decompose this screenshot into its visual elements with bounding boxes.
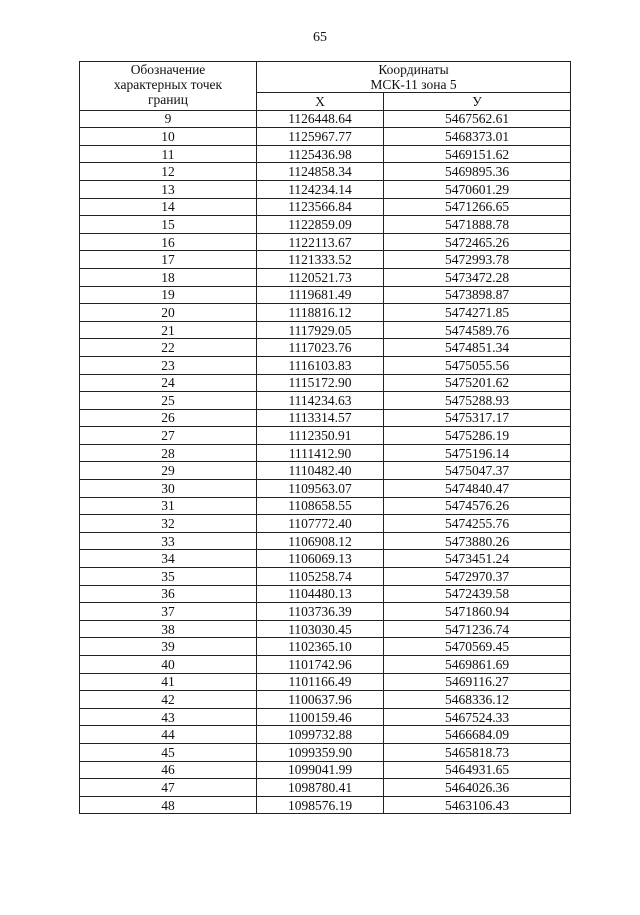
- coordinates-table: [79, 61, 571, 814]
- point-id-cell: 27: [80, 427, 257, 445]
- y-coordinate-cell: 5470601.29: [384, 180, 571, 198]
- table-row: [80, 163, 571, 181]
- x-coordinate-cell: 1112350.91: [257, 427, 384, 445]
- point-id-cell: 21: [80, 321, 257, 339]
- table-row: [80, 673, 571, 691]
- x-coordinate-cell: 1101742.96: [257, 656, 384, 674]
- point-id-cell: 44: [80, 726, 257, 744]
- table-row: [80, 761, 571, 779]
- point-id-cell: 34: [80, 550, 257, 568]
- y-coordinate-cell: 5468336.12: [384, 691, 571, 709]
- y-coordinate-cell: 5474589.76: [384, 321, 571, 339]
- x-coordinate-cell: 1108658.55: [257, 497, 384, 515]
- y-coordinate-cell: 5474840.47: [384, 480, 571, 498]
- y-coordinate-cell: 5472970.37: [384, 568, 571, 586]
- table-row: [80, 339, 571, 357]
- table-row: [80, 656, 571, 674]
- table-row: [80, 180, 571, 198]
- point-id-cell: 47: [80, 779, 257, 797]
- point-id-cell: 31: [80, 497, 257, 515]
- table-row: [80, 796, 571, 814]
- y-coordinate-cell: 5471860.94: [384, 603, 571, 621]
- y-coordinate-cell: 5474271.85: [384, 304, 571, 322]
- x-coordinate-cell: 1111412.90: [257, 444, 384, 462]
- table-row: [80, 550, 571, 568]
- x-coordinate-cell: 1117023.76: [257, 339, 384, 357]
- x-coordinate-cell: 1102365.10: [257, 638, 384, 656]
- x-coordinate-cell: 1099041.99: [257, 761, 384, 779]
- x-coordinate-cell: 1106069.13: [257, 550, 384, 568]
- y-coordinate-cell: 5463106.43: [384, 796, 571, 814]
- table-row: [80, 198, 571, 216]
- point-id-cell: 11: [80, 145, 257, 163]
- x-coordinate-cell: 1126448.64: [257, 110, 384, 128]
- y-coordinate-cell: 5469861.69: [384, 656, 571, 674]
- point-id-cell: 43: [80, 708, 257, 726]
- y-column-header: У: [384, 93, 571, 111]
- y-coordinate-cell: 5471236.74: [384, 620, 571, 638]
- x-coordinate-cell: 1114234.63: [257, 392, 384, 410]
- x-coordinate-cell: 1105258.74: [257, 568, 384, 586]
- point-id-cell: 16: [80, 233, 257, 251]
- table-row: [80, 251, 571, 269]
- x-coordinate-cell: 1118816.12: [257, 304, 384, 322]
- x-coordinate-cell: 1100637.96: [257, 691, 384, 709]
- x-coordinate-cell: 1100159.46: [257, 708, 384, 726]
- x-coordinate-cell: 1098780.41: [257, 779, 384, 797]
- table-row: [80, 462, 571, 480]
- table-row: [80, 620, 571, 638]
- point-id-cell: 36: [80, 585, 257, 603]
- point-id-cell: 19: [80, 286, 257, 304]
- table-row: [80, 708, 571, 726]
- table-row: [80, 585, 571, 603]
- point-id-cell: 15: [80, 216, 257, 234]
- x-coordinate-cell: 1115172.90: [257, 374, 384, 392]
- point-id-header-line: границ: [148, 92, 188, 107]
- x-coordinate-cell: 1103736.39: [257, 603, 384, 621]
- x-coordinate-cell: 1098576.19: [257, 796, 384, 814]
- y-coordinate-cell: 5464026.36: [384, 779, 571, 797]
- point-id-header-line: Обозначение: [130, 62, 206, 77]
- y-coordinate-cell: 5472439.58: [384, 585, 571, 603]
- coordinates-header-line: Координаты: [378, 62, 449, 77]
- y-coordinate-cell: 5472465.26: [384, 233, 571, 251]
- point-id-cell: 26: [80, 409, 257, 427]
- point-id-cell: 12: [80, 163, 257, 181]
- coordinates-header-line: МСК-11 зона 5: [370, 77, 457, 92]
- y-coordinate-cell: 5475317.17: [384, 409, 571, 427]
- x-coordinate-cell: 1113314.57: [257, 409, 384, 427]
- point-id-cell: 9: [80, 110, 257, 128]
- table-row: [80, 392, 571, 410]
- point-id-cell: 45: [80, 743, 257, 761]
- point-id-cell: 48: [80, 796, 257, 814]
- y-coordinate-cell: 5469895.36: [384, 163, 571, 181]
- point-id-cell: 29: [80, 462, 257, 480]
- point-id-cell: 42: [80, 691, 257, 709]
- table-row: [80, 128, 571, 146]
- point-id-cell: 33: [80, 532, 257, 550]
- point-id-cell: 14: [80, 198, 257, 216]
- x-coordinate-cell: 1125436.98: [257, 145, 384, 163]
- y-coordinate-cell: 5473880.26: [384, 532, 571, 550]
- y-coordinate-cell: 5467562.61: [384, 110, 571, 128]
- table-row: [80, 779, 571, 797]
- point-id-cell: 23: [80, 356, 257, 374]
- table-row: [80, 568, 571, 586]
- page-number: 65: [313, 30, 327, 45]
- table-row: [80, 268, 571, 286]
- y-coordinate-cell: 5475047.37: [384, 462, 571, 480]
- table-row: [80, 638, 571, 656]
- y-coordinate-cell: 5474851.34: [384, 339, 571, 357]
- x-coordinate-cell: 1117929.05: [257, 321, 384, 339]
- table-row: [80, 497, 571, 515]
- table-row: [80, 515, 571, 533]
- y-coordinate-cell: 5475288.93: [384, 392, 571, 410]
- x-coordinate-cell: 1119681.49: [257, 286, 384, 304]
- table-row: [80, 216, 571, 234]
- x-column-header: Х: [257, 93, 384, 111]
- x-coordinate-cell: 1099732.88: [257, 726, 384, 744]
- table-row: [80, 427, 571, 445]
- point-id-cell: 10: [80, 128, 257, 146]
- y-coordinate-cell: 5475286.19: [384, 427, 571, 445]
- y-coordinate-cell: 5474576.26: [384, 497, 571, 515]
- x-coordinate-cell: 1099359.90: [257, 743, 384, 761]
- table-row: [80, 145, 571, 163]
- point-id-cell: 22: [80, 339, 257, 357]
- y-coordinate-cell: 5475201.62: [384, 374, 571, 392]
- table-row: [80, 409, 571, 427]
- x-coordinate-cell: 1106908.12: [257, 532, 384, 550]
- x-coordinate-cell: 1121333.52: [257, 251, 384, 269]
- x-coordinate-cell: 1122859.09: [257, 216, 384, 234]
- y-coordinate-cell: 5475055.56: [384, 356, 571, 374]
- table-row: [80, 321, 571, 339]
- x-coordinate-cell: 1120521.73: [257, 268, 384, 286]
- x-coordinate-cell: 1124858.34: [257, 163, 384, 181]
- y-coordinate-cell: 5473451.24: [384, 550, 571, 568]
- y-coordinate-cell: 5467524.33: [384, 708, 571, 726]
- coordinates-header: [257, 62, 571, 93]
- table-row: [80, 444, 571, 462]
- table-row: [80, 286, 571, 304]
- table-row: [80, 480, 571, 498]
- y-coordinate-cell: 5465818.73: [384, 743, 571, 761]
- x-coordinate-cell: 1101166.49: [257, 673, 384, 691]
- x-coordinate-cell: 1125967.77: [257, 128, 384, 146]
- point-id-cell: 18: [80, 268, 257, 286]
- y-coordinate-cell: 5470569.45: [384, 638, 571, 656]
- point-id-cell: 39: [80, 638, 257, 656]
- y-coordinate-cell: 5472993.78: [384, 251, 571, 269]
- point-id-cell: 30: [80, 480, 257, 498]
- point-id-cell: 24: [80, 374, 257, 392]
- y-coordinate-cell: 5468373.01: [384, 128, 571, 146]
- point-id-cell: 40: [80, 656, 257, 674]
- y-coordinate-cell: 5469116.27: [384, 673, 571, 691]
- y-coordinate-cell: 5473898.87: [384, 286, 571, 304]
- point-id-cell: 17: [80, 251, 257, 269]
- table-row: [80, 743, 571, 761]
- y-coordinate-cell: 5466684.09: [384, 726, 571, 744]
- x-coordinate-cell: 1109563.07: [257, 480, 384, 498]
- point-id-header-line: характерных точек: [113, 77, 223, 92]
- point-id-cell: 38: [80, 620, 257, 638]
- point-id-cell: 46: [80, 761, 257, 779]
- y-coordinate-cell: 5469151.62: [384, 145, 571, 163]
- table-row: [80, 691, 571, 709]
- table-header-row: [80, 62, 571, 93]
- point-id-cell: 28: [80, 444, 257, 462]
- y-coordinate-cell: 5475196.14: [384, 444, 571, 462]
- point-id-cell: 32: [80, 515, 257, 533]
- point-id-cell: 37: [80, 603, 257, 621]
- table-row: [80, 110, 571, 128]
- table-row: [80, 532, 571, 550]
- x-coordinate-cell: 1110482.40: [257, 462, 384, 480]
- table-row: [80, 233, 571, 251]
- point-id-cell: 20: [80, 304, 257, 322]
- y-coordinate-cell: 5474255.76: [384, 515, 571, 533]
- x-coordinate-cell: 1122113.67: [257, 233, 384, 251]
- point-id-cell: 35: [80, 568, 257, 586]
- table-row: [80, 356, 571, 374]
- x-coordinate-cell: 1104480.13: [257, 585, 384, 603]
- point-id-header: [80, 62, 257, 111]
- table-body: [80, 110, 571, 814]
- y-coordinate-cell: 5471888.78: [384, 216, 571, 234]
- table-row: [80, 726, 571, 744]
- y-coordinate-cell: 5473472.28: [384, 268, 571, 286]
- table-row: [80, 304, 571, 322]
- y-coordinate-cell: 5464931.65: [384, 761, 571, 779]
- point-id-cell: 25: [80, 392, 257, 410]
- x-coordinate-cell: 1107772.40: [257, 515, 384, 533]
- point-id-cell: 41: [80, 673, 257, 691]
- point-id-cell: 13: [80, 180, 257, 198]
- x-coordinate-cell: 1123566.84: [257, 198, 384, 216]
- x-coordinate-cell: 1124234.14: [257, 180, 384, 198]
- y-coordinate-cell: 5471266.65: [384, 198, 571, 216]
- x-coordinate-cell: 1116103.83: [257, 356, 384, 374]
- x-coordinate-cell: 1103030.45: [257, 620, 384, 638]
- table-row: [80, 603, 571, 621]
- table-row: [80, 374, 571, 392]
